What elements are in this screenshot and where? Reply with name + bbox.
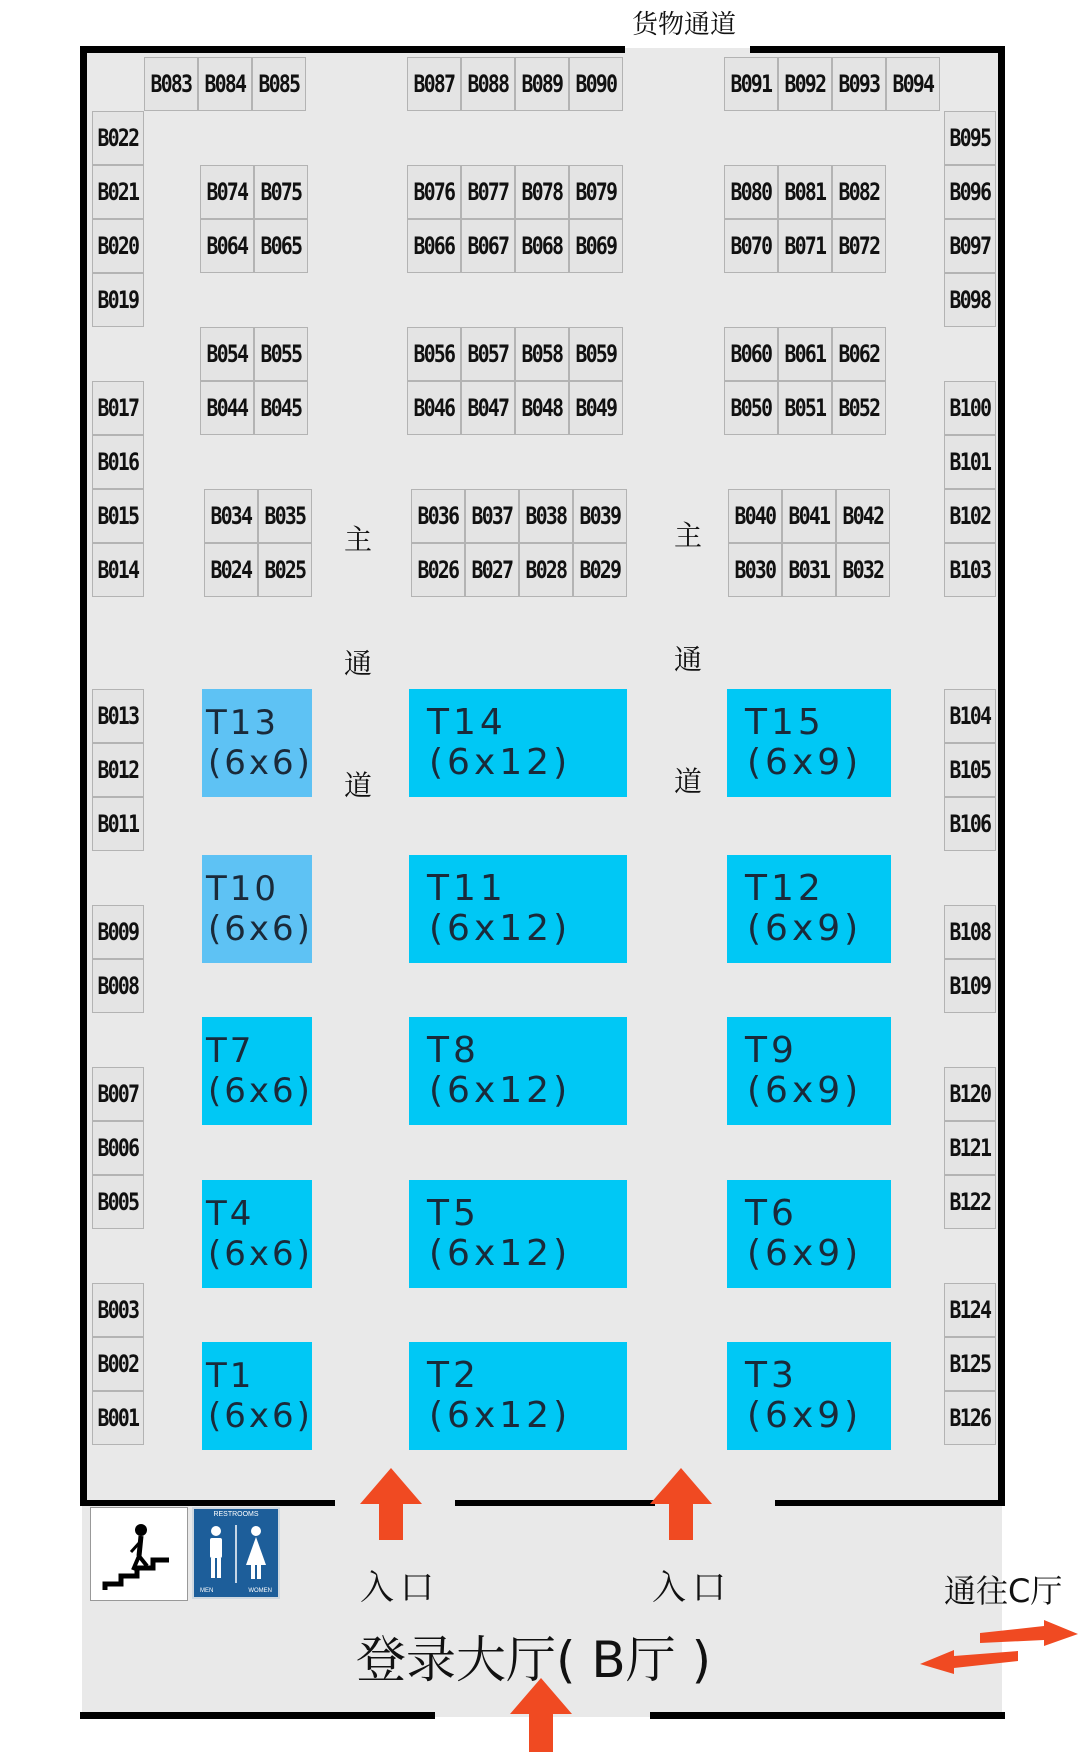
booth-label: B072 <box>838 232 880 260</box>
booth-label: B101 <box>949 448 991 476</box>
booth-label: B032 <box>842 556 884 584</box>
big-booth-size: (6x12) <box>429 1070 572 1111</box>
stairs-icon <box>90 1507 188 1601</box>
booth-b075[interactable] <box>254 165 308 219</box>
booth-b062[interactable] <box>832 327 886 381</box>
booth-b102[interactable] <box>944 489 996 543</box>
booth-b092[interactable] <box>778 57 832 111</box>
hall-wall-top-left <box>80 46 625 53</box>
booth-b038[interactable] <box>519 489 573 543</box>
big-booth-size: (6x6) <box>208 743 313 783</box>
to-hall-c-label: 通往C厅 <box>944 1572 1063 1610</box>
restroom-sign-men: MEN <box>200 1588 214 1594</box>
booth-label: B090 <box>575 70 617 98</box>
big-booth-id: T14 <box>427 702 507 743</box>
big-booth-id: T8 <box>427 1030 480 1071</box>
booth-b054[interactable] <box>200 327 254 381</box>
booth-b037[interactable] <box>465 489 519 543</box>
big-booth-id: T1 <box>206 1356 255 1396</box>
booth-label: B017 <box>97 394 139 422</box>
booth-b091[interactable] <box>724 57 778 111</box>
booth-label: B037 <box>471 502 513 530</box>
big-booth-size: (6x6) <box>208 1396 313 1436</box>
booth-label: B105 <box>949 756 991 784</box>
booth-label: B006 <box>97 1134 139 1162</box>
big-booth-size: (6x9) <box>747 1233 863 1274</box>
booth-label: B040 <box>734 502 776 530</box>
booth-b085[interactable] <box>252 57 306 111</box>
big-booth-id: T6 <box>745 1193 798 1234</box>
booth-label: B042 <box>842 502 884 530</box>
booth-label: B027 <box>471 556 513 584</box>
booth-label: B093 <box>838 70 880 98</box>
booth-label: B067 <box>467 232 509 260</box>
booth-b049[interactable] <box>569 381 623 435</box>
big-booth-size: (6x6) <box>208 909 313 949</box>
big-booth-id: T12 <box>745 868 825 909</box>
booth-b007[interactable] <box>92 1067 144 1121</box>
booth-b095[interactable] <box>944 111 996 165</box>
booth-label: B025 <box>264 556 306 584</box>
booth-b125[interactable] <box>944 1337 996 1391</box>
booth-b040[interactable] <box>728 489 782 543</box>
booth-b003[interactable] <box>92 1283 144 1337</box>
lobby-label: 登录大厅( B厅 ) <box>356 1631 712 1689</box>
booth-b016[interactable] <box>92 435 144 489</box>
booth-b068[interactable] <box>515 219 569 273</box>
booth-b065[interactable] <box>254 219 308 273</box>
booth-label: B125 <box>949 1350 991 1378</box>
booth-label: B034 <box>210 502 252 530</box>
booth-label: B109 <box>949 972 991 1000</box>
booth-b120[interactable] <box>944 1067 996 1121</box>
hall-wall-bottom-mid <box>455 1500 655 1506</box>
booth-t3[interactable] <box>727 1342 891 1450</box>
booth-label: B097 <box>949 232 991 260</box>
booth-b060[interactable] <box>724 327 778 381</box>
booth-label: B081 <box>784 178 826 206</box>
booth-b108[interactable] <box>944 905 996 959</box>
big-booth-id: T11 <box>427 868 507 909</box>
big-booth-size: (6x12) <box>429 908 572 949</box>
booth-b106[interactable] <box>944 797 996 851</box>
booth-label: B088 <box>467 70 509 98</box>
booth-b058[interactable] <box>515 327 569 381</box>
booth-b008[interactable] <box>92 959 144 1013</box>
booth-label: B039 <box>579 502 621 530</box>
booth-label: B007 <box>97 1080 139 1108</box>
booth-label: B094 <box>892 70 934 98</box>
booth-label: B052 <box>838 394 880 422</box>
booth-label: B001 <box>97 1404 139 1432</box>
booth-label: B087 <box>413 70 455 98</box>
booth-label: B084 <box>204 70 246 98</box>
booth-b082[interactable] <box>832 165 886 219</box>
booth-label: B120 <box>949 1080 991 1108</box>
big-booth-size: (6x9) <box>747 742 863 783</box>
booth-b050[interactable] <box>724 381 778 435</box>
booth-t2[interactable] <box>409 1342 627 1450</box>
booth-b030[interactable] <box>728 543 782 597</box>
booth-label: B044 <box>206 394 248 422</box>
booth-label: B059 <box>575 340 617 368</box>
booth-t12[interactable] <box>727 855 891 963</box>
booth-label: B051 <box>784 394 826 422</box>
booth-label: B050 <box>730 394 772 422</box>
booth-label: B057 <box>467 340 509 368</box>
booth-b014[interactable] <box>92 543 144 597</box>
booth-label: B070 <box>730 232 772 260</box>
booth-b009[interactable] <box>92 905 144 959</box>
booth-b077[interactable] <box>461 165 515 219</box>
booth-label: B102 <box>949 502 991 530</box>
booth-b104[interactable] <box>944 689 996 743</box>
booth-label: B014 <box>97 556 139 584</box>
booth-t8[interactable] <box>409 1017 627 1125</box>
booth-b025[interactable] <box>258 543 312 597</box>
to-hall-c-arrows <box>918 1620 1080 1682</box>
booth-label: B071 <box>784 232 826 260</box>
booth-t13[interactable] <box>202 689 312 797</box>
big-booth-size: (6x9) <box>747 1395 863 1436</box>
booth-label: B104 <box>949 702 991 730</box>
booth-label: B091 <box>730 70 772 98</box>
big-booth-id: T7 <box>206 1031 255 1071</box>
booth-label: B076 <box>413 178 455 206</box>
big-booth-size: (6x12) <box>429 742 572 783</box>
booth-label: B121 <box>949 1134 991 1162</box>
booth-b096[interactable] <box>944 165 996 219</box>
booth-t14[interactable] <box>409 689 627 797</box>
booth-b032[interactable] <box>836 543 890 597</box>
booth-t5[interactable] <box>409 1180 627 1288</box>
booth-label: B103 <box>949 556 991 584</box>
booth-b056[interactable] <box>407 327 461 381</box>
booth-b121[interactable] <box>944 1121 996 1175</box>
big-booth-id: T2 <box>427 1355 480 1396</box>
booth-b084[interactable] <box>198 57 252 111</box>
booth-b022[interactable] <box>92 111 144 165</box>
booth-t7[interactable] <box>202 1017 312 1125</box>
booth-b031[interactable] <box>782 543 836 597</box>
booth-t6[interactable] <box>727 1180 891 1288</box>
booth-b069[interactable] <box>569 219 623 273</box>
booth-label: B098 <box>949 286 991 314</box>
hall-wall-bottom-left <box>80 1500 335 1506</box>
booth-b019[interactable] <box>92 273 144 327</box>
booth-b006[interactable] <box>92 1121 144 1175</box>
booth-label: B036 <box>417 502 459 530</box>
booth-b001[interactable] <box>92 1391 144 1445</box>
restroom-sign-title: RESTROOMS <box>213 1511 259 1518</box>
booth-label: B038 <box>525 502 567 530</box>
booth-b079[interactable] <box>569 165 623 219</box>
booth-b074[interactable] <box>200 165 254 219</box>
entrance-label-right: 入口 <box>652 1568 732 1608</box>
big-booth-size: (6x9) <box>747 1070 863 1111</box>
booth-b055[interactable] <box>254 327 308 381</box>
main-aisle-right-char-3: 道 <box>674 765 703 798</box>
booth-b072[interactable] <box>832 219 886 273</box>
main-aisle-left-char-1: 主 <box>344 523 373 556</box>
restroom-icon <box>192 1507 280 1599</box>
big-booth-id: T15 <box>745 702 825 743</box>
booth-b076[interactable] <box>407 165 461 219</box>
entrance-label-left: 入口 <box>360 1568 440 1608</box>
booth-label: B002 <box>97 1350 139 1378</box>
booth-b002[interactable] <box>92 1337 144 1391</box>
booth-label: B056 <box>413 340 455 368</box>
booth-b105[interactable] <box>944 743 996 797</box>
booth-label: B005 <box>97 1188 139 1216</box>
booth-label: B048 <box>521 394 563 422</box>
booth-b021[interactable] <box>92 165 144 219</box>
booth-b039[interactable] <box>573 489 627 543</box>
cargo-channel-label: 货物通道 <box>632 10 737 40</box>
booth-label: B008 <box>97 972 139 1000</box>
booth-b126[interactable] <box>944 1391 996 1445</box>
booth-label: B011 <box>97 810 139 838</box>
booth-label: B095 <box>949 124 991 152</box>
booth-label: B092 <box>784 70 826 98</box>
restroom-sign-women: WOMEN <box>248 1588 272 1594</box>
booth-label: B029 <box>579 556 621 584</box>
booth-b061[interactable] <box>778 327 832 381</box>
big-booth-id: T9 <box>745 1030 798 1071</box>
booth-b100[interactable] <box>944 381 996 435</box>
booth-label: B060 <box>730 340 772 368</box>
booth-label: B082 <box>838 178 880 206</box>
booth-b029[interactable] <box>573 543 627 597</box>
entrance-arrow-left <box>358 1466 424 1542</box>
booth-label: B024 <box>210 556 252 584</box>
booth-t15[interactable] <box>727 689 891 797</box>
booth-b045[interactable] <box>254 381 308 435</box>
booth-b015[interactable] <box>92 489 144 543</box>
booth-label: B045 <box>260 394 302 422</box>
booth-b078[interactable] <box>515 165 569 219</box>
big-booth-id: T4 <box>206 1194 255 1234</box>
entrance-arrow-right <box>648 1466 714 1542</box>
booth-label: B106 <box>949 810 991 838</box>
hall-wall-left <box>80 46 87 1506</box>
booth-b052[interactable] <box>832 381 886 435</box>
booth-b036[interactable] <box>411 489 465 543</box>
booth-b081[interactable] <box>778 165 832 219</box>
main-aisle-right-char-1: 主 <box>674 519 703 552</box>
booth-b042[interactable] <box>836 489 890 543</box>
booth-b067[interactable] <box>461 219 515 273</box>
booth-label: B016 <box>97 448 139 476</box>
booth-label: B049 <box>575 394 617 422</box>
booth-b005[interactable] <box>92 1175 144 1229</box>
booth-label: B096 <box>949 178 991 206</box>
big-booth-id: T10 <box>206 869 280 909</box>
booth-t4[interactable] <box>202 1180 312 1288</box>
booth-b034[interactable] <box>204 489 258 543</box>
main-aisle-left-char-3: 道 <box>344 769 373 802</box>
booth-label: B083 <box>150 70 192 98</box>
lobby-wall-bottom-left <box>80 1712 435 1719</box>
booth-label: B009 <box>97 918 139 946</box>
booth-label: B003 <box>97 1296 139 1324</box>
big-booth-size: (6x6) <box>208 1071 313 1111</box>
booth-b089[interactable] <box>515 57 569 111</box>
booth-b093[interactable] <box>832 57 886 111</box>
big-booth-size: (6x9) <box>747 908 863 949</box>
big-booth-id: T3 <box>745 1355 798 1396</box>
booth-label: B100 <box>949 394 991 422</box>
booth-label: B062 <box>838 340 880 368</box>
booth-label: B124 <box>949 1296 991 1324</box>
booth-b013[interactable] <box>92 689 144 743</box>
booth-b057[interactable] <box>461 327 515 381</box>
booth-b070[interactable] <box>724 219 778 273</box>
main-aisle-right-char-2: 通 <box>674 643 703 676</box>
booth-b097[interactable] <box>944 219 996 273</box>
booth-label: B069 <box>575 232 617 260</box>
booth-label: B028 <box>525 556 567 584</box>
booth-label: B013 <box>97 702 139 730</box>
booth-label: B122 <box>949 1188 991 1216</box>
booth-b051[interactable] <box>778 381 832 435</box>
booth-b098[interactable] <box>944 273 996 327</box>
booth-b094[interactable] <box>886 57 940 111</box>
booth-b041[interactable] <box>782 489 836 543</box>
booth-label: B064 <box>206 232 248 260</box>
booth-b011[interactable] <box>92 797 144 851</box>
booth-label: B020 <box>97 232 139 260</box>
booth-label: B068 <box>521 232 563 260</box>
booth-label: B012 <box>97 756 139 784</box>
booth-b012[interactable] <box>92 743 144 797</box>
booth-label: B022 <box>97 124 139 152</box>
main-aisle-left-char-2: 通 <box>344 647 373 680</box>
booth-b059[interactable] <box>569 327 623 381</box>
booth-b024[interactable] <box>204 543 258 597</box>
big-booth-size: (6x6) <box>208 1234 313 1274</box>
booth-label: B030 <box>734 556 776 584</box>
booth-label: B089 <box>521 70 563 98</box>
hall-wall-bottom-right <box>775 1500 1005 1506</box>
booth-label: B079 <box>575 178 617 206</box>
booth-b109[interactable] <box>944 959 996 1013</box>
lobby-wall-bottom-right <box>650 1712 1005 1719</box>
booth-b047[interactable] <box>461 381 515 435</box>
booth-label: B058 <box>521 340 563 368</box>
booth-label: B019 <box>97 286 139 314</box>
booth-label: B054 <box>206 340 248 368</box>
booth-b080[interactable] <box>724 165 778 219</box>
booth-b083[interactable] <box>144 57 198 111</box>
booth-label: B041 <box>788 502 830 530</box>
booth-b090[interactable] <box>569 57 623 111</box>
hall-wall-right <box>998 46 1005 1506</box>
booth-label: B021 <box>97 178 139 206</box>
booth-b071[interactable] <box>778 219 832 273</box>
big-booth-id: T13 <box>206 703 280 743</box>
booth-label: B046 <box>413 394 455 422</box>
booth-b020[interactable] <box>92 219 144 273</box>
booth-b028[interactable] <box>519 543 573 597</box>
big-booth-size: (6x12) <box>429 1233 572 1274</box>
booth-b044[interactable] <box>200 381 254 435</box>
booth-label: B031 <box>788 556 830 584</box>
booth-t9[interactable] <box>727 1017 891 1125</box>
booth-b046[interactable] <box>407 381 461 435</box>
big-booth-id: T5 <box>427 1193 480 1234</box>
hall-wall-top-right <box>750 46 1005 53</box>
booth-label: B035 <box>264 502 306 530</box>
booth-label: B077 <box>467 178 509 206</box>
booth-t11[interactable] <box>409 855 627 963</box>
booth-b066[interactable] <box>407 219 461 273</box>
booth-b017[interactable] <box>92 381 144 435</box>
booth-label: B026 <box>417 556 459 584</box>
booth-b088[interactable] <box>461 57 515 111</box>
big-booth-size: (6x12) <box>429 1395 572 1436</box>
booth-t10[interactable] <box>202 855 312 963</box>
booth-b026[interactable] <box>411 543 465 597</box>
booth-b122[interactable] <box>944 1175 996 1229</box>
booth-label: B078 <box>521 178 563 206</box>
booth-label: B015 <box>97 502 139 530</box>
booth-label: B047 <box>467 394 509 422</box>
booth-b035[interactable] <box>258 489 312 543</box>
booth-b087[interactable] <box>407 57 461 111</box>
booth-label: B066 <box>413 232 455 260</box>
booth-t1[interactable] <box>202 1342 312 1450</box>
booth-label: B126 <box>949 1404 991 1432</box>
booth-label: B085 <box>258 70 300 98</box>
booth-label: B074 <box>206 178 248 206</box>
booth-b124[interactable] <box>944 1283 996 1337</box>
booth-label: B055 <box>260 340 302 368</box>
booth-label: B061 <box>784 340 826 368</box>
booth-b048[interactable] <box>515 381 569 435</box>
booth-label: B108 <box>949 918 991 946</box>
booth-label: B075 <box>260 178 302 206</box>
booth-b101[interactable] <box>944 435 996 489</box>
booth-b027[interactable] <box>465 543 519 597</box>
booth-label: B065 <box>260 232 302 260</box>
booth-label: B080 <box>730 178 772 206</box>
booth-b103[interactable] <box>944 543 996 597</box>
booth-b064[interactable] <box>200 219 254 273</box>
